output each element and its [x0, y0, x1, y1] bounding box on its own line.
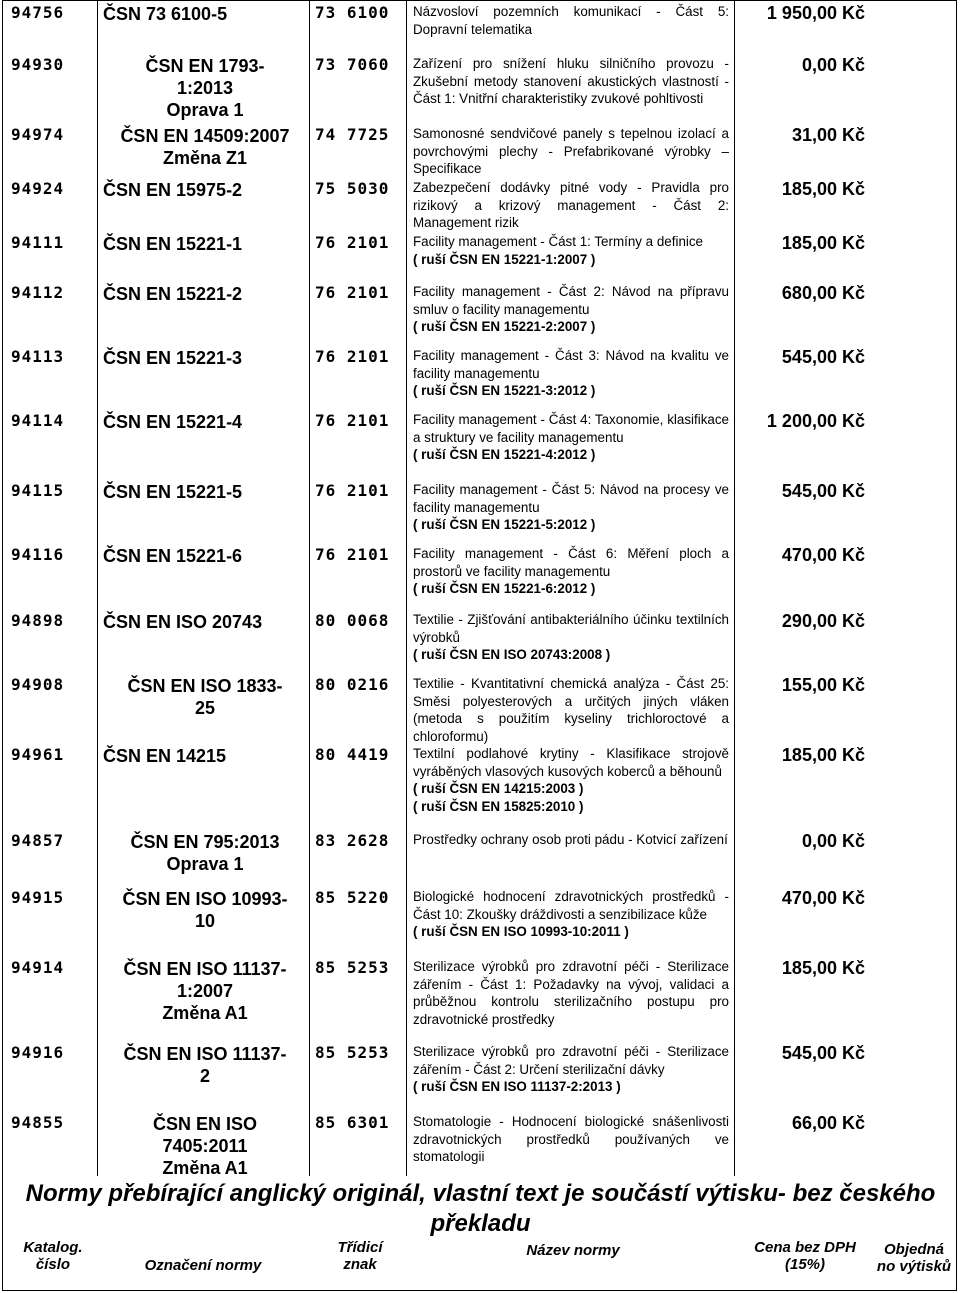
- norm-designation: [100, 958, 310, 1024]
- norm-title-text: Facility management - Část 5: Návod na procesy ve facility managementu: [413, 482, 729, 515]
- norm-designation-line: 7405:2011: [162, 1136, 248, 1156]
- footer-nazev: Název normy: [526, 1242, 620, 1259]
- norm-title: [413, 675, 729, 745]
- price: 290,00 Kč: [781, 611, 865, 631]
- classification-code: 74 7725: [315, 125, 390, 144]
- classification-code: 76 2101: [315, 545, 390, 564]
- price: 185,00 Kč: [781, 233, 865, 253]
- norm-designation: [100, 888, 310, 932]
- norm-designation-line: ČSN EN 15221-4: [103, 412, 243, 432]
- norm-title-text: Zabezpečení dodávky pitné vody - Pravidla pro rizikový a krizový management - Část 2: Management rizik: [413, 180, 729, 230]
- price: 470,00 Kč: [781, 545, 865, 565]
- norm-title-text: Facility management - Část 1: Termíny a definice: [413, 234, 704, 249]
- norm-designation-line: ČSN EN 14215: [103, 746, 227, 766]
- catalog-number: 94115: [11, 481, 65, 500]
- price: 545,00 Kč: [781, 481, 865, 501]
- catalog-number: 94914: [11, 958, 65, 977]
- norm-title-text: Textilní podlahové krytiny - Klasifikace strojově vyráběných vlasových kusových koberců a běhounů: [413, 746, 729, 779]
- replaces-note: ( ruší ČSN EN 15221-6:2012 ): [413, 581, 596, 596]
- catalog-number: 94112: [11, 283, 65, 302]
- catalog-number: 94756: [11, 3, 65, 22]
- column-divider: [97, 1, 98, 1176]
- price: 680,00 Kč: [781, 283, 865, 303]
- norm-title: [413, 283, 729, 336]
- norm-title: [413, 545, 729, 598]
- norm-title-text: Prostředky ochrany osob proti pádu - Kotvicí zařízení: [413, 832, 728, 847]
- norm-designation-line: ČSN EN 15975-2: [103, 180, 243, 200]
- replaces-note: ( ruší ČSN EN 15221-4:2012 ): [413, 447, 596, 462]
- norm-title-text: Textilie - Zjišťování antibakteriálního účinku textilních výrobků: [413, 612, 729, 645]
- norm-designation-line: Změna Z1: [162, 148, 248, 168]
- price: 545,00 Kč: [781, 347, 865, 367]
- norm-title: [413, 179, 729, 232]
- norm-title-text: Textilie - Kvantitativní chemická analýza - Část 25: Směsi polyesterových a určitých jiných vláken (metoda s použitím kyseliny trichloroctové a chloroformu): [413, 676, 729, 744]
- price: 470,00 Kč: [781, 888, 865, 908]
- norm-designation-line: ČSN EN 1793-: [145, 56, 265, 76]
- catalog-number: 94916: [11, 1043, 65, 1062]
- norm-title: [413, 347, 729, 400]
- norm-title: [413, 831, 729, 849]
- norm-title-text: Facility management - Část 4: Taxonomie, klasifikace a struktury ve facility managementu: [413, 412, 729, 445]
- catalog-number: 94116: [11, 545, 65, 564]
- classification-code: 76 2101: [315, 411, 390, 430]
- classification-code: 73 7060: [315, 55, 390, 74]
- catalog-number: 94114: [11, 411, 65, 430]
- price: 31,00 Kč: [791, 125, 865, 145]
- classification-code: 76 2101: [315, 347, 390, 366]
- catalog-number: 94974: [11, 125, 65, 144]
- footer-objedna: Objedná no výtisků: [876, 1241, 952, 1275]
- footer-tridici: Třídicí znak: [337, 1239, 383, 1273]
- norm-title: [413, 1113, 729, 1166]
- norm-title-text: Facility management - Část 6: Měření ploch a prostorů ve facility managementu: [413, 546, 729, 579]
- norm-title: [413, 481, 729, 534]
- norm-title: [413, 3, 729, 38]
- footer-oznaceni: Označení normy: [144, 1257, 262, 1274]
- classification-code: 85 5220: [315, 888, 390, 907]
- norm-designation-line: 2: [199, 1066, 210, 1086]
- norm-designation-line: ČSN EN ISO 11137-: [123, 959, 287, 979]
- norm-designation-line: ČSN EN ISO 10993-: [122, 889, 288, 909]
- norm-title-text: Facility management - Část 3: Návod na kvalitu ve facility managementu: [413, 348, 729, 381]
- classification-code: 75 5030: [315, 179, 390, 198]
- price: 185,00 Kč: [781, 179, 865, 199]
- norm-title: [413, 958, 729, 1028]
- price: 155,00 Kč: [781, 675, 865, 695]
- norm-designation-line: 25: [194, 698, 216, 718]
- norm-designation: [100, 1113, 310, 1179]
- norm-designation: [100, 55, 310, 121]
- norm-designation-line: ČSN EN 14509:2007: [120, 126, 290, 146]
- replaces-note: ( ruší ČSN EN 15221-3:2012 ): [413, 383, 596, 398]
- norm-designation-line: ČSN 73 6100-5: [103, 4, 228, 24]
- catalog-number: 94930: [11, 55, 65, 74]
- price: 0,00 Kč: [801, 55, 865, 75]
- norm-designation-line: ČSN EN 15221-3: [103, 348, 243, 368]
- norm-designation: [103, 347, 313, 369]
- classification-code: 83 2628: [315, 831, 390, 850]
- norm-designation: [103, 283, 313, 305]
- norm-designation-line: ČSN EN 15221-2: [103, 284, 243, 304]
- price: 0,00 Kč: [801, 831, 865, 851]
- norm-designation-line: ČSN EN 795:2013: [130, 832, 280, 852]
- price: 1 200,00 Kč: [766, 411, 865, 431]
- norm-title: [413, 888, 729, 941]
- norm-designation-line: ČSN EN ISO 1833-: [127, 676, 283, 696]
- catalog-number: 94898: [11, 611, 65, 630]
- price: 185,00 Kč: [781, 958, 865, 978]
- norm-title-text: Zařízení pro snížení hluku silničního provozu - Zkušební metody stanovení akustických vlastností - Část 1: Vnitřní charakteristiky zvukové pohltivosti: [413, 56, 729, 106]
- catalog-number: 94924: [11, 179, 65, 198]
- norm-designation-line: Oprava 1: [166, 854, 244, 874]
- norm-title-text: Biologické hodnocení zdravotnických prostředků - Část 10: Zkoušky dráždivosti a senzibilizace kůže: [413, 889, 729, 922]
- norm-designation-line: ČSN EN 15221-5: [103, 482, 243, 502]
- price: 1 950,00 Kč: [766, 3, 865, 23]
- norm-designation-line: ČSN EN ISO: [152, 1114, 258, 1134]
- classification-code: 73 6100: [315, 3, 390, 22]
- catalog-number: 94111: [11, 233, 65, 252]
- norm-designation: [100, 125, 310, 169]
- catalog-number: 94961: [11, 745, 65, 764]
- norm-title-text: Facility management - Část 2: Návod na přípravu smluv o facility managementu: [413, 284, 729, 317]
- section-banner: Normy přebírající anglický originál, vlastní text je součástí výtisku- bez českého překladu: [25, 1180, 936, 1237]
- norm-designation-line: ČSN EN 15221-6: [103, 546, 243, 566]
- classification-code: 76 2101: [315, 283, 390, 302]
- norm-title-text: Samonosné sendvičové panely s tepelnou izolací a povrchovými plechy - Prefabrikované výrobky – Specifikace: [413, 126, 729, 176]
- footer-katalog: Katalog. číslo: [23, 1239, 83, 1273]
- norm-designation: [103, 3, 313, 25]
- footer-cena: Cena bez DPH (15%): [754, 1239, 856, 1273]
- norm-designation: [100, 675, 310, 719]
- catalog-number: 94113: [11, 347, 65, 366]
- norm-designation-line: ČSN EN ISO 11137-: [123, 1044, 287, 1064]
- replaces-note: ( ruší ČSN EN ISO 10993-10:2011 ): [413, 924, 629, 939]
- replaces-note: ( ruší ČSN EN 15221-2:2007 ): [413, 319, 596, 334]
- norm-title-text: Sterilizace výrobků pro zdravotní péči - Sterilizace zářením - Část 1: Požadavky na vývoj, validaci a průběžnou kontrolu sterilizačního postupu pro zdravotnické prostředky: [413, 959, 729, 1027]
- price: 66,00 Kč: [791, 1113, 865, 1133]
- norm-title: [413, 745, 729, 815]
- norm-designation-line: 10: [194, 911, 216, 931]
- norm-designation-line: Změna A1: [162, 1003, 248, 1023]
- norm-title-text: Stomatologie - Hodnocení biologické snášenlivosti zdravotnických prostředků používaných ve stomatologii: [413, 1114, 729, 1164]
- catalog-number: 94908: [11, 675, 65, 694]
- catalog-number: 94855: [11, 1113, 65, 1132]
- norm-designation-line: Oprava 1: [166, 100, 244, 120]
- norm-designation-line: ČSN EN 15221-1: [103, 234, 243, 254]
- replaces-note: ( ruší ČSN EN ISO 11137-2:2013 ): [413, 1079, 621, 1094]
- classification-code: 76 2101: [315, 233, 390, 252]
- norm-designation: [103, 611, 313, 633]
- replaces-note: ( ruší ČSN EN 15221-5:2012 ): [413, 517, 596, 532]
- norm-title: [413, 611, 729, 664]
- classification-code: 76 2101: [315, 481, 390, 500]
- replaces-note: ( ruší ČSN EN 14215:2003 ) ( ruší ČSN EN 15825:2010 ): [413, 781, 584, 814]
- norm-title: [413, 55, 729, 108]
- classification-code: 85 5253: [315, 958, 390, 977]
- norm-designation: [103, 545, 313, 567]
- norm-designation: [100, 1043, 310, 1087]
- catalog-number: 94915: [11, 888, 65, 907]
- classification-code: 80 0068: [315, 611, 390, 630]
- replaces-note: ( ruší ČSN EN 15221-1:2007 ): [413, 251, 596, 267]
- norm-designation-line: 1:2007: [176, 981, 234, 1001]
- norm-title: [413, 125, 729, 178]
- norm-designation-line: ČSN EN ISO 20743: [103, 612, 263, 632]
- norm-designation: [100, 831, 310, 875]
- price: 545,00 Kč: [781, 1043, 865, 1063]
- norm-title: [413, 233, 729, 268]
- classification-code: 80 4419: [315, 745, 390, 764]
- norm-designation: [103, 745, 313, 767]
- classification-code: 85 5253: [315, 1043, 390, 1062]
- norm-title: [413, 411, 729, 464]
- norm-designation-line: 1:2013: [176, 78, 234, 98]
- norm-designation: [103, 179, 313, 201]
- norm-title-text: Názvosloví pozemních komunikací - Část 5: Dopravní telematika: [413, 4, 729, 37]
- norm-designation: [103, 233, 313, 255]
- column-divider: [734, 1, 735, 1176]
- catalog-number: 94857: [11, 831, 65, 850]
- norm-title: [413, 1043, 729, 1096]
- column-divider: [406, 1, 407, 1176]
- price: 185,00 Kč: [781, 745, 865, 765]
- replaces-note: ( ruší ČSN EN ISO 20743:2008 ): [413, 647, 611, 662]
- norm-designation-line: Změna A1: [162, 1158, 248, 1178]
- norm-designation: [103, 481, 313, 503]
- norm-title-text: Sterilizace výrobků pro zdravotní péči - Sterilizace zářením - Část 2: Určení sterilizační dávky: [413, 1044, 729, 1077]
- catalog-page: [2, 0, 957, 1291]
- classification-code: 85 6301: [315, 1113, 390, 1132]
- norm-designation: [103, 411, 313, 433]
- classification-code: 80 0216: [315, 675, 390, 694]
